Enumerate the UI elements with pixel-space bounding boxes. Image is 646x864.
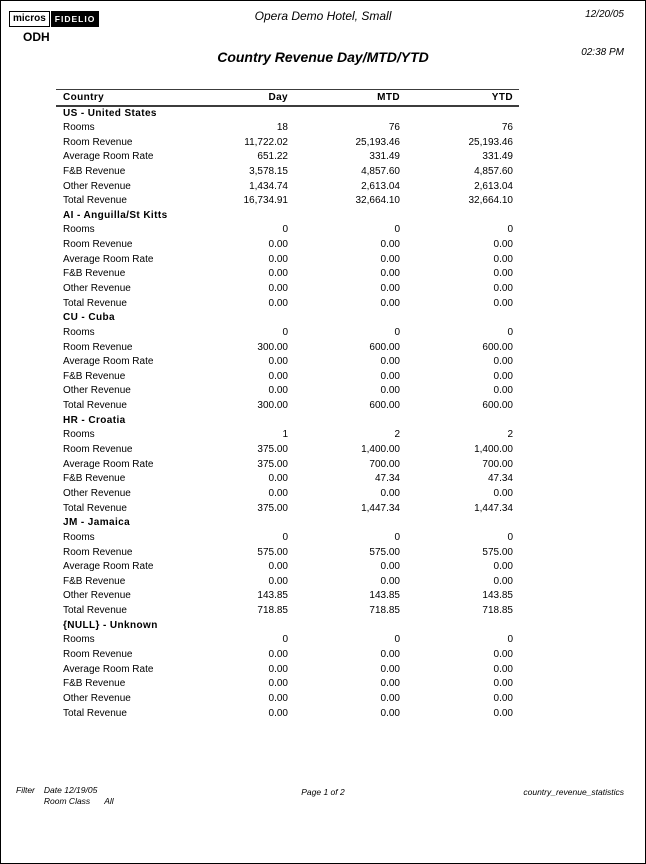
metric-value: 0.00 [493, 385, 513, 397]
metric-value: 25,193.46 [355, 136, 400, 148]
metric-value: 0 [507, 531, 513, 543]
metric-label: Room Revenue [63, 546, 133, 558]
metric-row [56, 398, 519, 413]
metric-value: 575.00 [482, 546, 513, 558]
metric-value: 0.00 [380, 356, 400, 368]
metric-label: Average Room Rate [63, 151, 154, 163]
metric-value: 25,193.46 [468, 136, 513, 148]
metric-label: Other Revenue [63, 487, 131, 499]
metric-row [56, 237, 519, 252]
metric-value: 2 [394, 429, 400, 441]
metric-label: Total Revenue [63, 400, 127, 412]
metric-value: 1,447.34 [361, 502, 400, 514]
section-country-name: CU - Cuba [63, 312, 115, 324]
metric-value: 0.00 [493, 575, 513, 587]
metric-value: 718.85 [482, 605, 513, 617]
metric-row [56, 691, 519, 706]
metric-value: 0.00 [380, 707, 400, 719]
filter-room-class-line [44, 796, 114, 806]
metric-value: 300.00 [257, 341, 288, 353]
metric-row [56, 164, 519, 179]
metric-value: 0.00 [380, 239, 400, 251]
metric-label: Rooms [63, 326, 95, 338]
metric-row [56, 559, 519, 574]
metric-value: 0.00 [268, 356, 288, 368]
metric-value: 1,434.74 [249, 180, 288, 192]
metric-value: 0.00 [268, 253, 288, 265]
metric-value: 1 [282, 429, 288, 441]
metric-value: 0.00 [493, 268, 513, 280]
section-country-name: JM - Jamaica [63, 517, 131, 529]
metric-value: 0 [282, 224, 288, 236]
metric-value: 0.00 [380, 268, 400, 280]
metric-row [56, 267, 519, 282]
metric-value: 18 [276, 121, 288, 133]
metric-value: 0 [394, 634, 400, 646]
metric-value: 1,447.34 [474, 502, 513, 514]
metric-value: 0.00 [493, 253, 513, 265]
column-header-mtd: MTD [288, 90, 400, 106]
column-header-day: Day [186, 90, 288, 106]
metric-row [56, 442, 519, 457]
metric-value: 0.00 [268, 473, 288, 485]
section-country-name: HR - Croatia [63, 414, 126, 426]
metric-value: 0.00 [493, 692, 513, 704]
metric-value: 0.00 [268, 663, 288, 675]
metric-label: Room Revenue [63, 341, 133, 353]
metric-label: Average Room Rate [63, 458, 154, 470]
metric-value: 0.00 [380, 385, 400, 397]
metric-value: 0.00 [268, 239, 288, 251]
metric-value: 3,578.15 [249, 165, 288, 177]
metric-value: 0.00 [380, 283, 400, 294]
metric-label: Total Revenue [63, 707, 127, 719]
metric-label: F&B Revenue [63, 473, 126, 485]
metric-label: Other Revenue [63, 180, 131, 192]
metric-value: 0.00 [493, 370, 513, 382]
metric-label: Rooms [63, 121, 95, 133]
metric-label: F&B Revenue [63, 165, 126, 177]
metric-label: Rooms [63, 634, 95, 646]
metric-value: 2,613.04 [474, 180, 513, 192]
metric-value: 0 [507, 634, 513, 646]
metric-label: Other Revenue [63, 385, 131, 397]
metric-label: Rooms [63, 429, 95, 441]
metric-row [56, 428, 519, 443]
metric-value: 600.00 [369, 400, 400, 412]
metric-value: 0.00 [268, 678, 288, 690]
metric-value: 0.00 [380, 253, 400, 265]
metric-value: 143.85 [369, 590, 400, 602]
metric-row [56, 149, 519, 164]
metric-row [56, 120, 519, 135]
section-header-row [56, 208, 519, 223]
metric-row [56, 603, 519, 618]
metric-row [56, 252, 519, 267]
metric-value: 300.00 [257, 400, 288, 412]
metric-value: 331.49 [482, 151, 513, 163]
report-time: 02:38 PM [581, 47, 624, 58]
metric-value: 718.85 [369, 605, 400, 617]
metric-label: F&B Revenue [63, 575, 126, 587]
metric-row [56, 281, 519, 296]
metric-value: 0.00 [493, 663, 513, 675]
metric-row [56, 530, 519, 545]
metric-value: 575.00 [257, 546, 288, 558]
section-header-row [56, 106, 519, 121]
metric-value: 0.00 [380, 297, 400, 309]
micros-logo-text: micros [9, 11, 50, 27]
metric-value: 0.00 [268, 268, 288, 280]
metric-value: 0.00 [493, 649, 513, 661]
metric-label: Other Revenue [63, 283, 131, 294]
metric-value: 76 [388, 121, 400, 133]
metric-value: 4,857.60 [361, 165, 400, 177]
room-class-value: All [104, 796, 114, 806]
metric-value: 718.85 [257, 605, 288, 617]
metric-value: 2,613.04 [361, 180, 400, 192]
metric-value: 0.00 [493, 356, 513, 368]
metric-label: F&B Revenue [63, 268, 126, 280]
metric-value: 0.00 [268, 692, 288, 704]
filter-date-label: Date [43, 785, 62, 795]
metric-label: Average Room Rate [63, 663, 154, 675]
section-country-name: US - United States [63, 107, 157, 119]
metric-value: 143.85 [257, 590, 288, 602]
metric-label: Other Revenue [63, 590, 131, 602]
filter-label: Filter [16, 785, 35, 795]
metric-row [56, 325, 519, 340]
metric-value: 47.34 [487, 473, 513, 485]
metric-value: 375.00 [257, 444, 288, 456]
column-header-ytd: YTD [400, 90, 519, 106]
metric-value: 0 [394, 224, 400, 236]
metric-row [56, 354, 519, 369]
metric-value: 600.00 [482, 400, 513, 412]
metric-value: 143.85 [482, 590, 513, 602]
metric-value: 0 [282, 326, 288, 338]
metric-label: Average Room Rate [63, 253, 154, 265]
metric-row [56, 193, 519, 208]
metric-value: 2 [507, 429, 513, 441]
section-header-row [56, 618, 519, 633]
metric-label: Room Revenue [63, 444, 133, 456]
property-code: ODH [23, 30, 50, 44]
metric-value: 375.00 [257, 458, 288, 470]
metric-label: F&B Revenue [63, 370, 126, 382]
metric-row [56, 545, 519, 560]
metric-value: 0.00 [380, 561, 400, 573]
metric-row [56, 457, 519, 472]
metric-row [56, 486, 519, 501]
metric-value: 700.00 [482, 458, 513, 470]
metric-value: 0.00 [268, 297, 288, 309]
page-title: Country Revenue Day/MTD/YTD [217, 49, 429, 65]
report-file-name: country_revenue_statistics [523, 787, 624, 797]
metric-value: 0 [507, 224, 513, 236]
metric-value: 11,722.02 [244, 136, 288, 148]
metric-value: 700.00 [369, 458, 400, 470]
column-header-country: Country [56, 90, 186, 106]
section-country-name: {NULL} - Unknown [63, 619, 158, 631]
section-header-row [56, 413, 519, 428]
metric-row [56, 369, 519, 384]
metric-row [56, 676, 519, 691]
metric-value: 32,664.10 [468, 195, 513, 207]
metric-value: 0.00 [268, 487, 288, 499]
metric-value: 1,400.00 [361, 444, 400, 456]
metric-value: 0.00 [493, 297, 513, 309]
metric-value: 16,734.91 [243, 195, 288, 207]
metric-row [56, 223, 519, 238]
metric-label: Rooms [63, 531, 95, 543]
metric-value: 0.00 [380, 575, 400, 587]
metric-label: Other Revenue [63, 692, 131, 704]
metric-value: 0.00 [493, 283, 513, 294]
metric-value: 0.00 [493, 487, 513, 499]
metric-row [56, 662, 519, 677]
metric-value: 0 [282, 531, 288, 543]
revenue-table [56, 89, 519, 720]
metric-value: 0.00 [380, 370, 400, 382]
metric-value: 0.00 [493, 561, 513, 573]
metric-label: Total Revenue [63, 605, 127, 617]
metric-value: 600.00 [482, 341, 513, 353]
metric-value: 76 [501, 121, 513, 133]
metric-value: 375.00 [257, 502, 288, 514]
metric-value: 575.00 [369, 546, 400, 558]
metric-row [56, 340, 519, 355]
metric-row [56, 472, 519, 487]
metric-value: 0.00 [380, 487, 400, 499]
metric-row [56, 384, 519, 399]
section-header-row [56, 310, 519, 325]
table-header-row [56, 90, 519, 106]
metric-value: 0.00 [268, 649, 288, 661]
page-number: Page 1 of 2 [301, 787, 345, 797]
metric-value: 0.00 [380, 678, 400, 690]
metric-label: Total Revenue [63, 502, 127, 514]
revenue-table-body [56, 106, 519, 721]
metric-row [56, 574, 519, 589]
metric-value: 0.00 [268, 370, 288, 382]
metric-value: 0.00 [493, 239, 513, 251]
metric-label: Rooms [63, 224, 95, 236]
metric-value: 0.00 [268, 561, 288, 573]
metric-row [56, 135, 519, 150]
metric-value: 600.00 [369, 341, 400, 353]
metric-value: 0 [394, 326, 400, 338]
room-class-label: Room Class [43, 796, 91, 806]
metric-row [56, 179, 519, 194]
metric-value: 32,664.10 [355, 195, 400, 207]
metric-label: F&B Revenue [63, 678, 126, 690]
metric-value: 0.00 [493, 678, 513, 690]
metric-value: 0.00 [493, 707, 513, 719]
metric-value: 651.22 [257, 151, 288, 163]
metric-value: 0.00 [268, 575, 288, 587]
fidelio-logo-text: FIDELIO [51, 11, 100, 27]
metric-value: 0.00 [268, 385, 288, 397]
metric-value: 4,857.60 [474, 165, 513, 177]
metric-value: 0.00 [380, 692, 400, 704]
metric-label: Room Revenue [63, 136, 133, 148]
metric-label: Total Revenue [63, 195, 127, 207]
metric-row [56, 647, 519, 662]
metric-label: Average Room Rate [63, 356, 154, 368]
metric-value: 47.34 [374, 473, 400, 485]
metric-row [56, 706, 519, 721]
metric-value: 0.00 [268, 707, 288, 719]
metric-value: 0 [507, 326, 513, 338]
metric-value: 0.00 [380, 649, 400, 661]
metric-label: Room Revenue [63, 649, 133, 661]
metric-row [56, 589, 519, 604]
metric-label: Average Room Rate [63, 561, 154, 573]
metric-row [56, 633, 519, 648]
metric-value: 331.49 [369, 151, 400, 163]
metric-value: 0 [394, 531, 400, 543]
filter-date-value: 12/19/05 [64, 785, 98, 795]
section-header-row [56, 515, 519, 530]
metric-row [56, 296, 519, 311]
hotel-name: Opera Demo Hotel, Small [254, 9, 392, 23]
report-date: 12/20/05 [585, 9, 624, 20]
metric-value: 1,400.00 [474, 444, 513, 456]
metric-value: 0.00 [268, 283, 288, 294]
metric-value: 0 [282, 634, 288, 646]
section-country-name: AI - Anguilla/St Kitts [63, 209, 168, 221]
metric-row [56, 501, 519, 516]
metric-label: Total Revenue [63, 297, 127, 309]
metric-value: 0.00 [380, 663, 400, 675]
metric-label: Room Revenue [63, 239, 133, 251]
